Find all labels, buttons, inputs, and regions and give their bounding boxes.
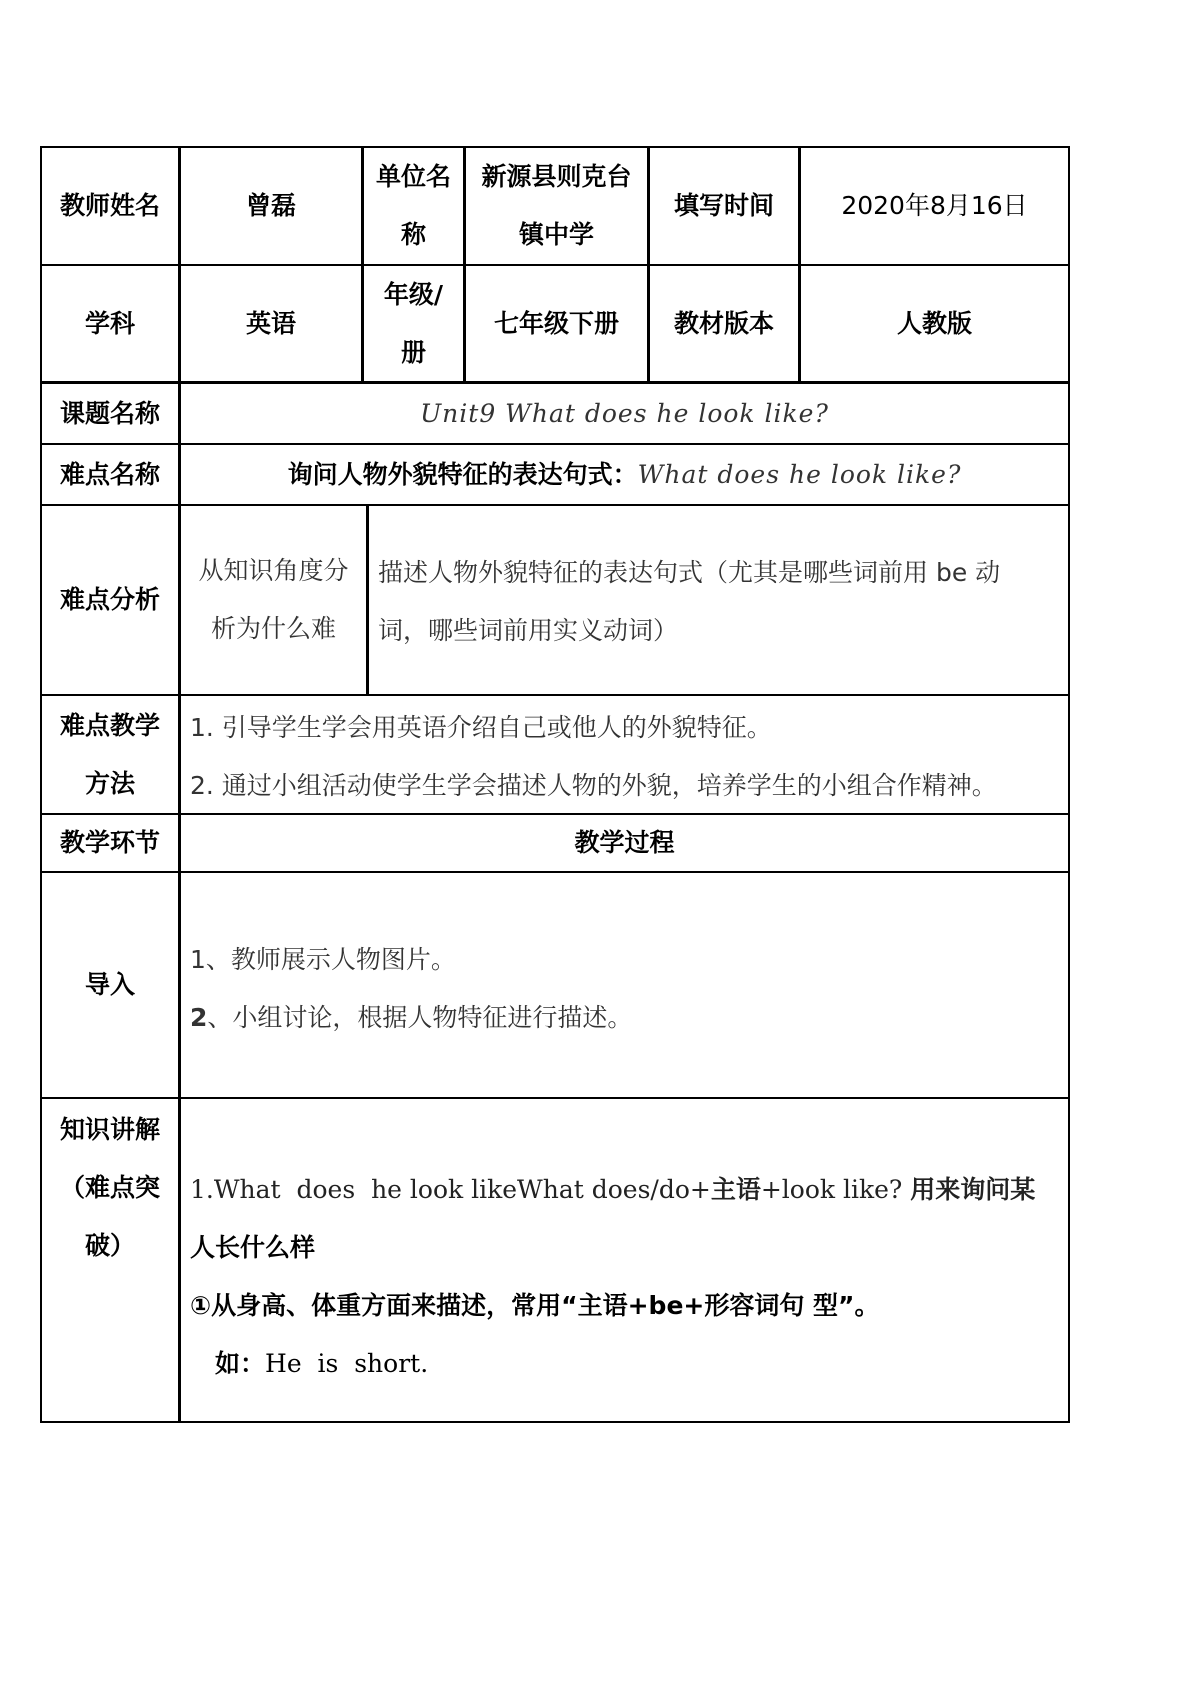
teacher-name-label: 教师姓名 (59, 191, 160, 220)
difficulty-analysis-label: 难点分析 (59, 585, 160, 614)
knowledge-label-line3: 破） (84, 1231, 135, 1260)
knowledge-label (42, 1101, 178, 1275)
method-item-1: 1. 引导学生学会用英语介绍自己或他人的外貌特征。 (190, 713, 772, 742)
subject-label: 学科 (84, 308, 135, 338)
teaching-method-label-line2: 方法 (84, 768, 135, 798)
difficulty-name-value (181, 445, 1068, 504)
difficulty-name-en: What does he look like? (637, 459, 962, 489)
fill-date-value: 2020年8月16日 (841, 191, 1028, 220)
unit-name-value-line1: 新源县则克台 (481, 162, 632, 191)
grade-value: 七年级下册 (493, 308, 619, 338)
unit-name-label (364, 148, 463, 264)
intro-item-1: 1、教师展示人物图片。 (190, 945, 456, 974)
analysis-sub-label-line1: 从知识角度分 (198, 556, 349, 585)
row-line (40, 694, 1070, 696)
knowledge-line-1 (190, 1170, 1035, 1206)
knowledge-label-line2: （难点突 (59, 1173, 160, 1202)
grade-label-line1: 年级/ (383, 279, 444, 309)
unit-name-label-line2: 称 (400, 220, 426, 249)
knowledge-line-3: ①从身高、体重方面来描述，常用“主语+be+形容词句 型”。 (190, 1291, 880, 1320)
knowledge-line-4-a: 如： (215, 1349, 266, 1378)
knowledge-line-1-b: 主语 (710, 1175, 761, 1204)
teacher-name-value: 曾磊 (245, 191, 296, 220)
knowledge-line-1-a: 1.What does he look likeWhat does/do+ (190, 1175, 711, 1204)
knowledge-line-4-b: He is short. (265, 1349, 429, 1378)
teaching-process-label: 教学过程 (574, 828, 675, 857)
difficulty-name-cn: 询问人物外貌特征的表达句式： (287, 459, 638, 489)
teaching-stage-label: 教学环节 (59, 828, 160, 857)
grade-label-line2: 册 (400, 337, 426, 367)
method-item-2: 2. 通过小组活动使学生学会描述人物的外貌，培养学生的小组合作精神。 (190, 771, 997, 800)
row-line (40, 1097, 1070, 1099)
textbook-edition-label: 教材版本 (673, 308, 774, 338)
table-border-bottom (40, 1421, 1070, 1423)
intro-label: 导入 (84, 970, 135, 999)
subject-value: 英语 (245, 308, 296, 338)
analysis-text-line2: 词，哪些词前用实义动词） (378, 616, 679, 645)
topic-value: Unit9 What does he look like? (420, 398, 829, 428)
teaching-method-label (42, 696, 178, 813)
knowledge-label-line1: 知识讲解 (59, 1115, 160, 1144)
intro-item-2-text: 、小组讨论，根据人物特征进行描述。 (207, 1003, 633, 1032)
unit-name-value (466, 148, 647, 264)
knowledge-line-1-c: +look like? (760, 1175, 911, 1204)
topic-label: 课题名称 (59, 398, 160, 428)
intro-item-2-number: 2 (190, 1003, 208, 1032)
difficulty-name-label: 难点名称 (59, 459, 160, 489)
teaching-method-label-line1: 难点教学 (59, 710, 160, 740)
fill-date-label: 填写时间 (673, 191, 774, 220)
unit-name-label-line1: 单位名 (375, 162, 451, 191)
grade-label (364, 266, 463, 381)
analysis-text-line1: 描述人物外貌特征的表达句式（尤其是哪些词前用 be 动 (378, 558, 1001, 587)
table-border-right (1068, 146, 1070, 1423)
textbook-edition-value: 人教版 (896, 308, 972, 338)
knowledge-line-4 (215, 1344, 428, 1380)
knowledge-line-2: 人长什么样 (190, 1233, 316, 1262)
analysis-sub-label-line2: 析为什么难 (210, 614, 336, 643)
col-line (366, 504, 369, 695)
knowledge-line-1-d: 用来询问某 (910, 1175, 1036, 1204)
row-line (40, 871, 1070, 873)
unit-name-value-line2: 镇中学 (518, 220, 594, 249)
analysis-sub-label (181, 506, 366, 694)
intro-item-2 (190, 998, 632, 1034)
